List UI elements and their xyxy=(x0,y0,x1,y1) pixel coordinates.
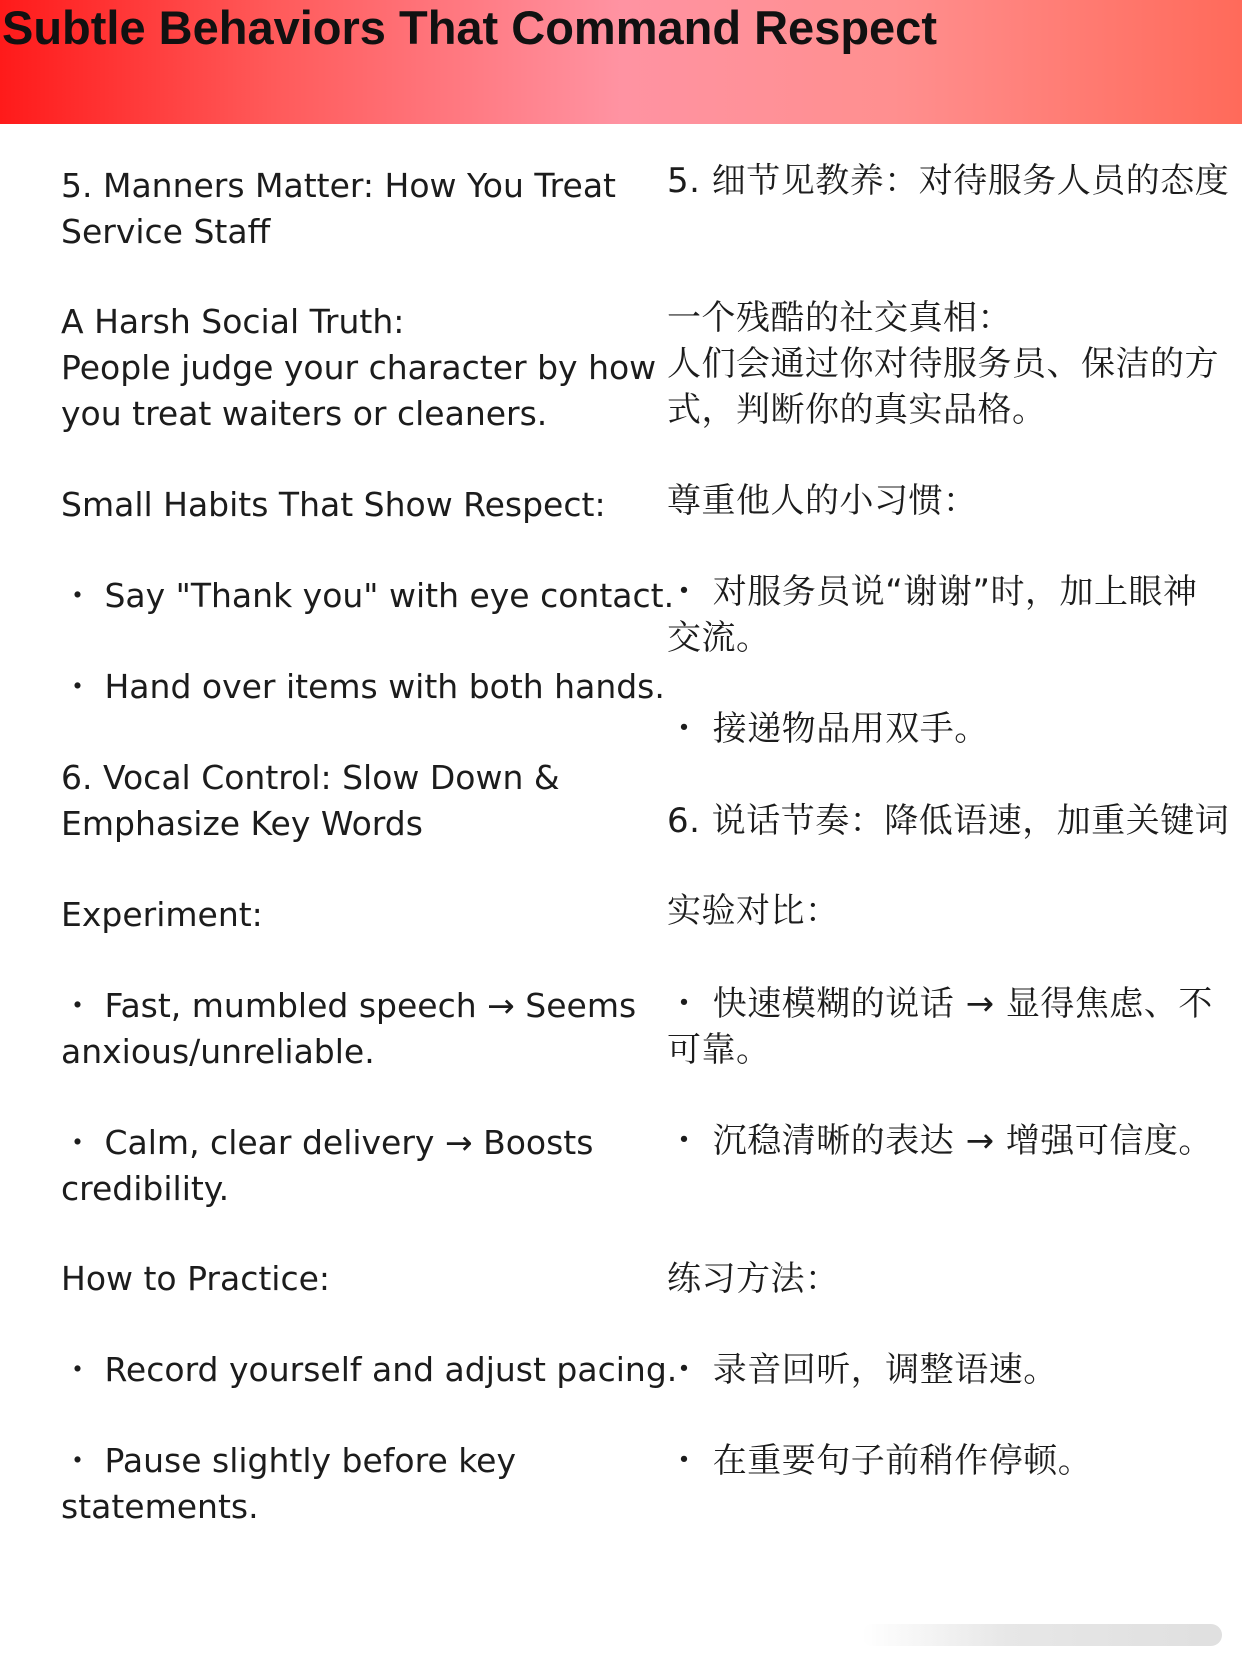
section-5-title-line-1: 5. Manners Matter: How You Treat xyxy=(61,166,616,205)
practice-item-line-1: ・ Pause slightly before key xyxy=(61,1441,517,1480)
harsh-truth-text-zh-line-2: 式，判断你的真实品格。 xyxy=(667,390,1047,430)
harsh-truth-text-zh-line-1: 人们会通过你对待服务员、保洁的方 xyxy=(667,344,1219,384)
harsh-truth-text-line-1: People judge your character by how xyxy=(61,348,657,387)
practice-item-zh: ・ 在重要句子前稍作停顿。 xyxy=(667,1441,1093,1481)
harsh-truth-label: A Harsh Social Truth: xyxy=(61,302,405,341)
respect-habit-item: ・ Say "Thank you" with eye contact. xyxy=(61,576,675,615)
harsh-truth-label-zh: 一个残酷的社交真相： xyxy=(667,298,1012,338)
practice-item: ・ Record yourself and adjust pacing. xyxy=(61,1350,678,1389)
page-title: Subtle Behaviors That Command Respect xyxy=(2,1,937,54)
watermark-overlay xyxy=(862,1624,1222,1646)
section-5-title-line-2: Service Staff xyxy=(61,212,271,251)
section-6-title-line-2: Emphasize Key Words xyxy=(61,804,423,843)
respect-habit-item-zh-line-2: 交流。 xyxy=(667,618,771,658)
practice-item-line-2: statements. xyxy=(61,1487,259,1526)
harsh-truth-text-line-2: you treat waiters or cleaners. xyxy=(61,394,548,433)
respect-habits-heading-zh: 尊重他人的小习惯： xyxy=(667,481,978,521)
experiment-item-line-1: ・ Fast, mumbled speech → Seems xyxy=(61,986,637,1025)
experiment-item-line-1: ・ Calm, clear delivery → Boosts xyxy=(61,1123,594,1162)
section-5-title-zh: 5. 细节见教养：对待服务人员的态度 xyxy=(667,161,1230,201)
experiment-heading: Experiment: xyxy=(61,895,263,934)
experiment-item-zh-line-1: ・ 快速模糊的说话 → 显得焦虑、不 xyxy=(667,984,1213,1024)
respect-habits-heading: Small Habits That Show Respect: xyxy=(61,485,606,524)
practice-item-zh: ・ 录音回听，调整语速。 xyxy=(667,1350,1058,1390)
practice-heading: How to Practice: xyxy=(61,1259,331,1298)
practice-heading-zh: 练习方法： xyxy=(667,1259,840,1299)
experiment-item-zh-line-2: 可靠。 xyxy=(667,1030,771,1070)
experiment-item-line-2: anxious/unreliable. xyxy=(61,1032,375,1071)
experiment-item-zh: ・ 沉稳清晰的表达 → 增强可信度。 xyxy=(667,1121,1213,1161)
title-banner xyxy=(0,0,1242,124)
respect-habit-item-zh-line-1: ・ 对服务员说“谢谢”时，加上眼神 xyxy=(667,572,1198,612)
section-6-title-line-1: 6. Vocal Control: Slow Down & xyxy=(61,758,560,797)
respect-habit-item: ・ Hand over items with both hands. xyxy=(61,667,665,706)
experiment-item-line-2: credibility. xyxy=(61,1169,230,1208)
respect-habit-item-zh: ・ 接递物品用双手。 xyxy=(667,709,989,749)
experiment-heading-zh: 实验对比： xyxy=(667,891,840,931)
section-6-title-zh: 6. 说话节奏：降低语速，加重关键词 xyxy=(667,801,1230,841)
